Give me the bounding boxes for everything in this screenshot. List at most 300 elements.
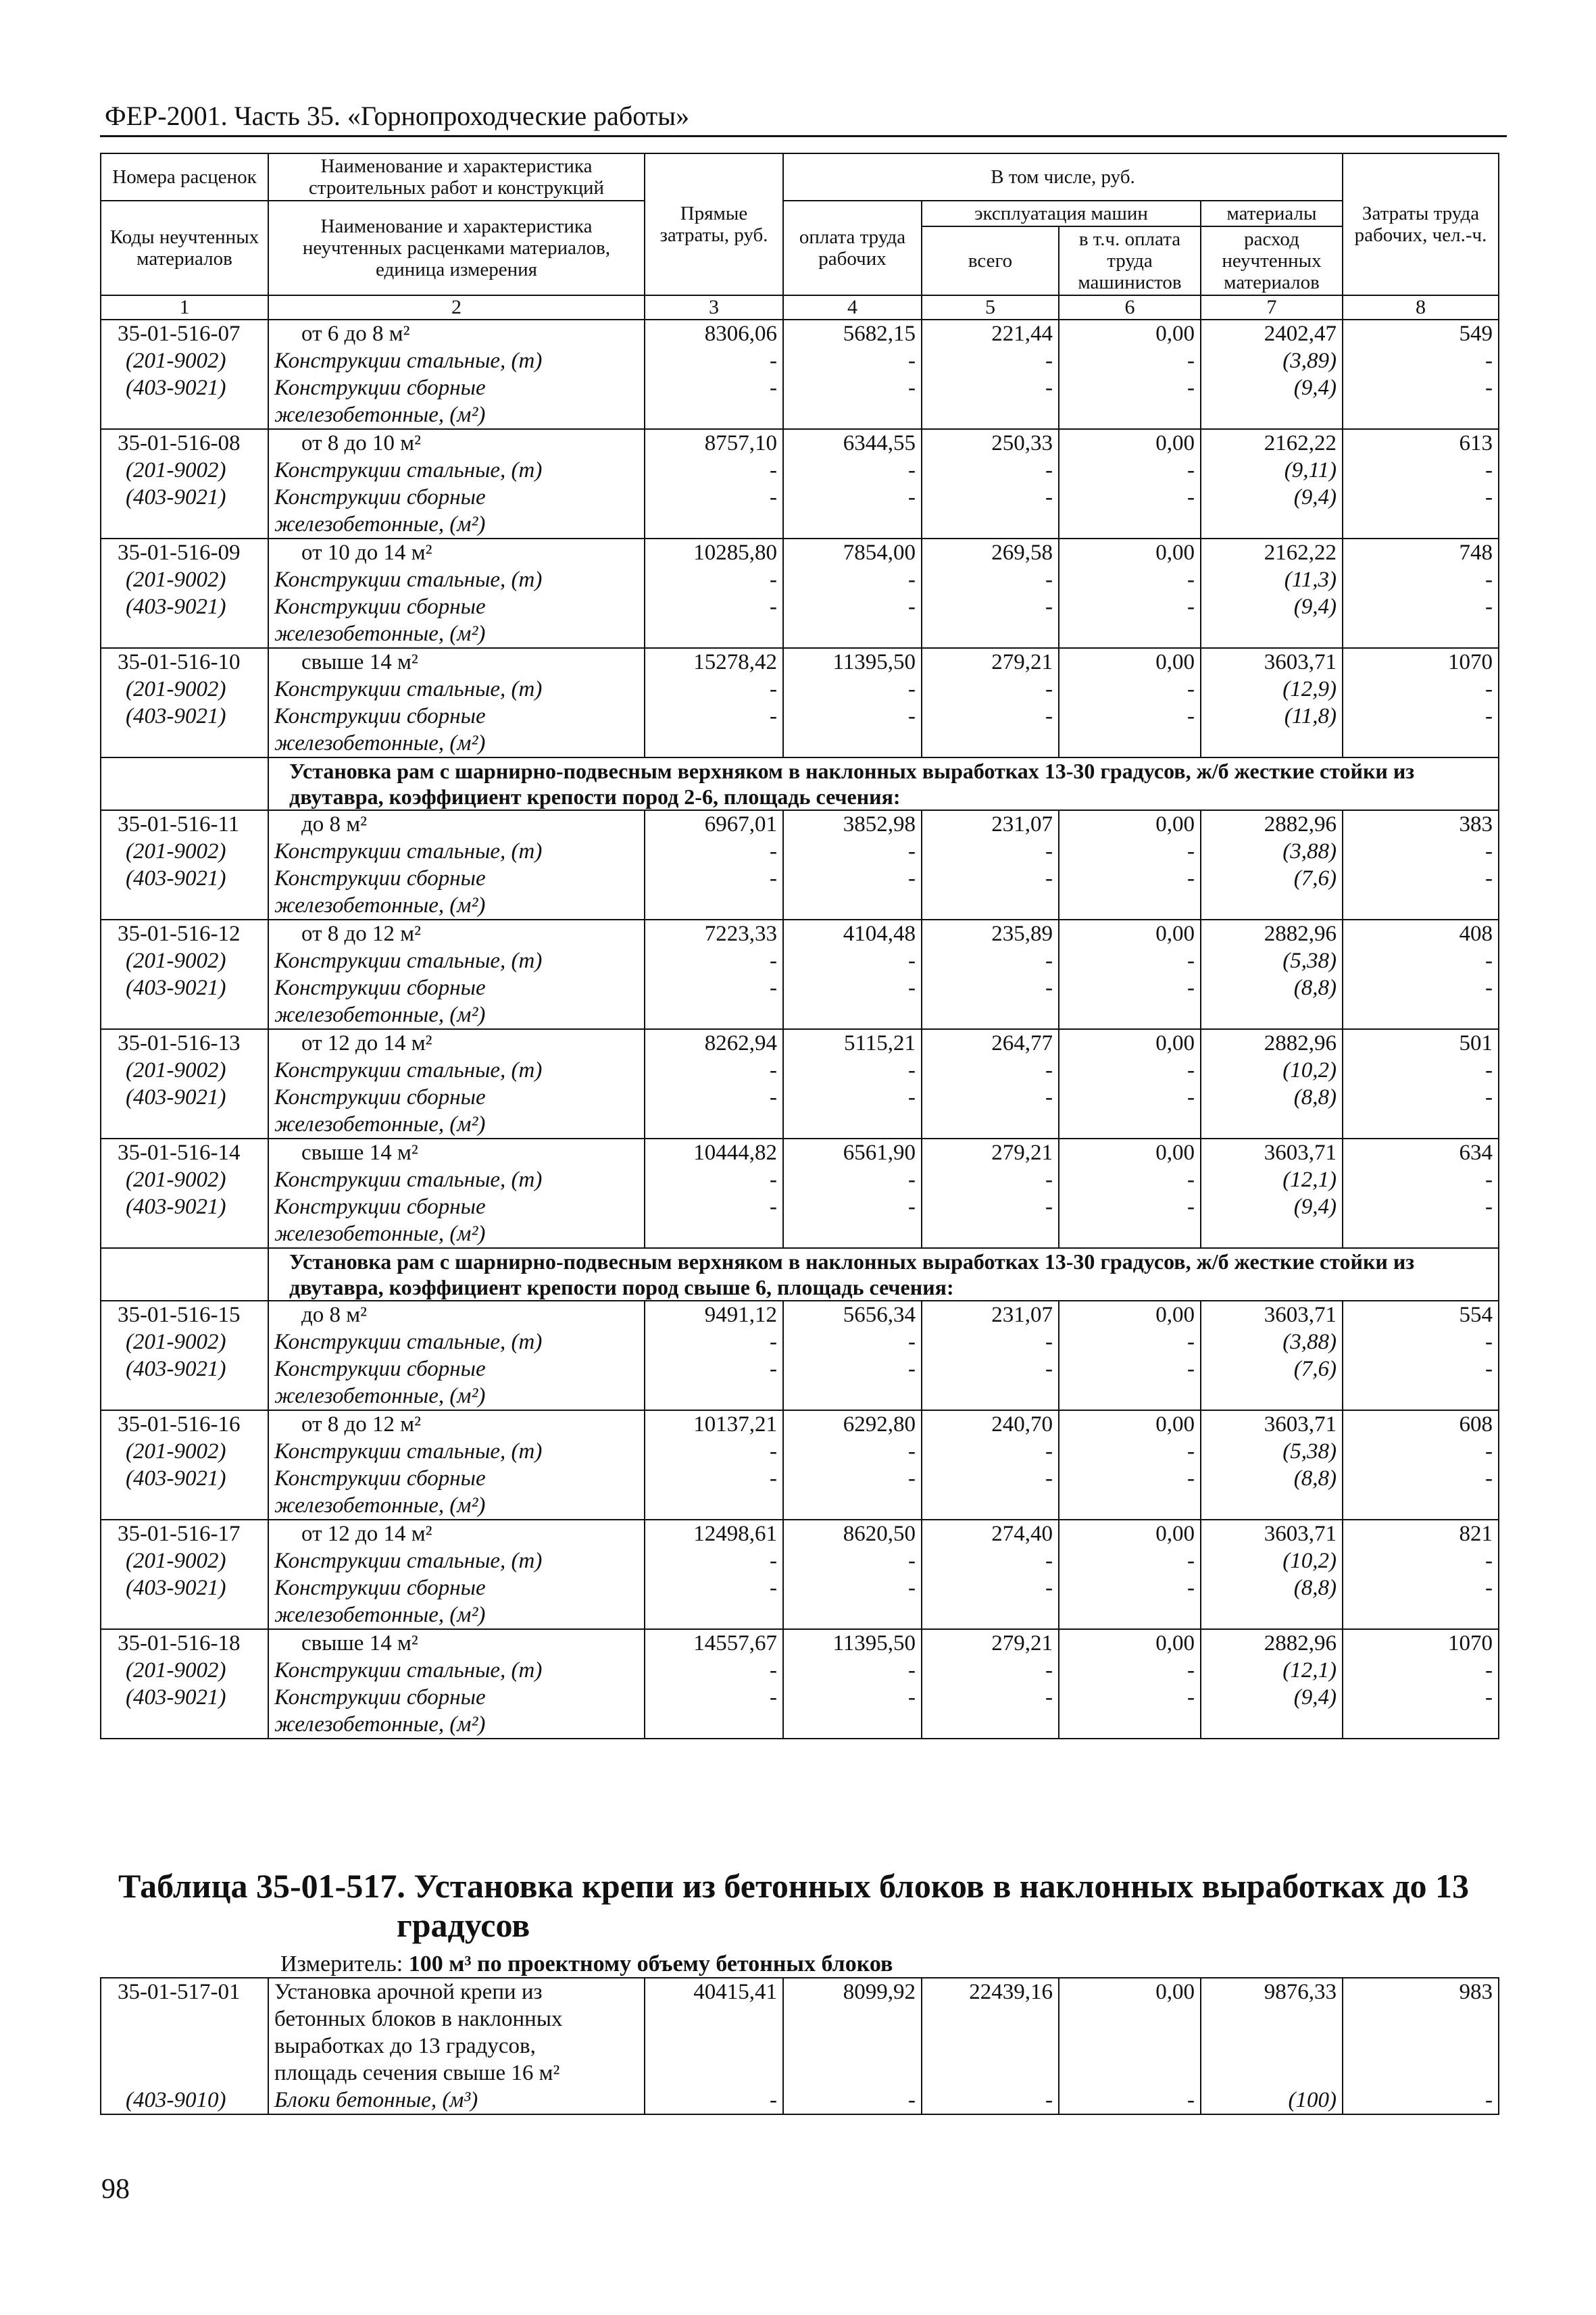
empty-dash: - (783, 1193, 922, 1220)
material-name: Блоки бетонные, (м³) (268, 2087, 645, 2114)
operators-pay: 0,00 (1059, 810, 1201, 838)
rate-name-continued: площадь сечения свыше 16 м² (268, 2060, 645, 2087)
empty-dash: - (922, 347, 1059, 374)
rate-row (101, 1301, 1499, 1328)
empty-dash: - (922, 838, 1059, 865)
material-code: (403-9021) (101, 593, 268, 620)
material-code: (403-9021) (101, 703, 268, 730)
material-code: (201-9002) (101, 347, 268, 374)
material-row (101, 1166, 1499, 1193)
empty-dash: - (1343, 1193, 1499, 1220)
section-heading (101, 1248, 1499, 1301)
rates-table (100, 153, 1499, 1739)
operators-pay: 0,00 (1059, 1629, 1201, 1657)
empty-dash: - (783, 1438, 922, 1465)
machines-total: 231,07 (922, 1301, 1059, 1328)
empty-dash: - (922, 1328, 1059, 1355)
material-quantity: (5,38) (1201, 947, 1343, 974)
material-row-continued (101, 1383, 1499, 1410)
empty-dash: - (1059, 347, 1201, 374)
empty-dash: - (922, 566, 1059, 593)
empty-dash: - (1059, 1355, 1201, 1383)
material-name: Конструкции сборные (268, 1193, 645, 1220)
labor-hours: 608 (1343, 1410, 1499, 1438)
material-quantity: (9,4) (1201, 374, 1343, 401)
head-machines-total: всего (922, 226, 1059, 295)
material-row (101, 566, 1499, 593)
material-name-continued: железобетонные, (м²) (268, 1220, 645, 1248)
column-number: 7 (1201, 295, 1343, 320)
head-unaccounted-materials: расход неучтенных материалов (1201, 226, 1343, 295)
materials-cost: 3603,71 (1201, 1520, 1343, 1547)
machines-total: 22439,16 (922, 1978, 1059, 2006)
material-name: Конструкции сборные (268, 703, 645, 730)
material-name-continued: железобетонные, (м²) (268, 401, 645, 429)
rate-name: от 10 до 14 м² (268, 539, 645, 566)
direct-costs: 15278,42 (645, 648, 783, 676)
head-labor-hours: Затраты труда рабочих, чел.-ч. (1343, 153, 1499, 295)
materials-cost: 2882,96 (1201, 920, 1343, 947)
material-code: (201-9002) (101, 1547, 268, 1574)
rate-code: 35-01-516-18 (101, 1629, 268, 1657)
material-row-continued (101, 620, 1499, 648)
material-row (101, 676, 1499, 703)
empty-dash: - (783, 974, 922, 1001)
operators-pay: 0,00 (1059, 539, 1201, 566)
material-row-continued (101, 1111, 1499, 1139)
labor-pay: 6292,80 (783, 1410, 922, 1438)
column-number: 6 (1059, 295, 1201, 320)
empty-dash: - (922, 703, 1059, 730)
material-quantity: (3,88) (1201, 838, 1343, 865)
empty-dash: - (783, 1547, 922, 1574)
empty-dash: - (645, 1574, 783, 1601)
rate-code: 35-01-516-14 (101, 1139, 268, 1166)
material-code: (403-9021) (101, 1684, 268, 1711)
empty-dash: - (1059, 1193, 1201, 1220)
rate-row (101, 429, 1499, 457)
empty-dash: - (645, 1328, 783, 1355)
rate-code: 35-01-516-11 (101, 810, 268, 838)
direct-costs: 14557,67 (645, 1629, 783, 1657)
operators-pay: 0,00 (1059, 320, 1201, 347)
empty-dash: - (1343, 457, 1499, 484)
empty-dash: - (922, 2087, 1059, 2114)
empty-dash: - (1059, 838, 1201, 865)
measurement-value: 100 м³ по проектному объему бетонных блоков (408, 1951, 893, 1976)
rate-code: 35-01-516-08 (101, 429, 268, 457)
material-quantity: (11,8) (1201, 703, 1343, 730)
materials-cost: 2882,96 (1201, 810, 1343, 838)
rate-name: от 8 до 12 м² (268, 1410, 645, 1438)
labor-hours: 549 (1343, 320, 1499, 347)
materials-cost: 3603,71 (1201, 1139, 1343, 1166)
material-name: Конструкции стальные, (т) (268, 838, 645, 865)
empty-dash: - (645, 1657, 783, 1684)
labor-pay: 3852,98 (783, 810, 922, 838)
empty-dash: - (783, 2087, 922, 2114)
material-quantity: (12,1) (1201, 1657, 1343, 1684)
labor-pay: 11395,50 (783, 648, 922, 676)
material-quantity: (9,4) (1201, 1684, 1343, 1711)
empty-dash: - (1059, 947, 1201, 974)
rate-row (101, 320, 1499, 347)
material-row (101, 1438, 1499, 1465)
labor-hours: 1070 (1343, 1629, 1499, 1657)
empty-dash: - (783, 865, 922, 892)
empty-dash: - (1059, 374, 1201, 401)
empty-dash: - (645, 1166, 783, 1193)
materials-cost: 2402,47 (1201, 320, 1343, 347)
material-name: Конструкции сборные (268, 484, 645, 511)
empty-dash: - (645, 1684, 783, 1711)
empty-dash: - (783, 1355, 922, 1383)
rate-code: 35-01-516-17 (101, 1520, 268, 1547)
empty-dash: - (645, 1193, 783, 1220)
materials-cost: 2882,96 (1201, 1029, 1343, 1057)
empty-dash: - (1059, 1328, 1201, 1355)
material-name-continued: железобетонные, (м²) (268, 1001, 645, 1029)
machines-total: 221,44 (922, 320, 1059, 347)
material-code: (201-9002) (101, 838, 268, 865)
labor-hours: 634 (1343, 1139, 1499, 1166)
empty-dash: - (922, 1057, 1059, 1084)
material-name: Конструкции стальные, (т) (268, 1166, 645, 1193)
direct-costs: 40415,41 (645, 1978, 783, 2006)
empty-dash: - (922, 593, 1059, 620)
empty-dash: - (1059, 1574, 1201, 1601)
machines-total: 279,21 (922, 1139, 1059, 1166)
rate-name-continued: выработках до 13 градусов, (268, 2033, 645, 2060)
empty-dash: - (1343, 703, 1499, 730)
empty-dash: - (1343, 676, 1499, 703)
material-row-continued (101, 1001, 1499, 1029)
material-quantity: (12,9) (1201, 676, 1343, 703)
rate-name: от 12 до 14 м² (268, 1520, 645, 1547)
document-header: ФЕР-2001. Часть 35. «Горнопроходческие работы» (105, 101, 690, 131)
empty-dash: - (645, 1465, 783, 1492)
empty-dash: - (1059, 1547, 1201, 1574)
material-name: Конструкции стальные, (т) (268, 1328, 645, 1355)
material-row (101, 457, 1499, 484)
material-code: (201-9002) (101, 1657, 268, 1684)
labor-hours: 1070 (1343, 648, 1499, 676)
material-row (101, 947, 1499, 974)
machines-total: 279,21 (922, 648, 1059, 676)
material-quantity: (8,8) (1201, 1574, 1343, 1601)
material-quantity: (12,1) (1201, 1166, 1343, 1193)
operators-pay: 0,00 (1059, 429, 1201, 457)
labor-hours: 501 (1343, 1029, 1499, 1057)
empty-dash: - (783, 947, 922, 974)
materials-cost: 3603,71 (1201, 1301, 1343, 1328)
empty-dash: - (1059, 457, 1201, 484)
empty-dash: - (1059, 1684, 1201, 1711)
empty-dash: - (1059, 1057, 1201, 1084)
material-name: Конструкции сборные (268, 1355, 645, 1383)
rates-table-body (101, 320, 1499, 1739)
material-row (101, 374, 1499, 401)
machines-total: 269,58 (922, 539, 1059, 566)
direct-costs: 6967,01 (645, 810, 783, 838)
material-row (101, 1657, 1499, 1684)
direct-costs: 10444,82 (645, 1139, 783, 1166)
labor-pay: 4104,48 (783, 920, 922, 947)
empty-dash: - (783, 1057, 922, 1084)
direct-costs: 7223,33 (645, 920, 783, 947)
measurement-unit (280, 1951, 893, 1977)
page-number: 98 (101, 2174, 130, 2205)
column-number: 5 (922, 295, 1059, 320)
empty-dash: - (1059, 593, 1201, 620)
material-name-continued: железобетонные, (м²) (268, 1111, 645, 1139)
material-quantity: (3,89) (1201, 347, 1343, 374)
rates-table-2 (100, 1977, 1499, 2115)
rate-code: 35-01-516-15 (101, 1301, 268, 1328)
operators-pay: 0,00 (1059, 1978, 1201, 2006)
material-quantity: (8,8) (1201, 974, 1343, 1001)
empty-dash: - (783, 347, 922, 374)
material-name: Конструкции стальные, (т) (268, 947, 645, 974)
material-code: (201-9002) (101, 1438, 268, 1465)
empty-dash: - (1343, 1328, 1499, 1355)
materials-cost: 3603,71 (1201, 1410, 1343, 1438)
column-number: 1 (101, 295, 268, 320)
column-number: 8 (1343, 295, 1499, 320)
empty-dash: - (783, 676, 922, 703)
empty-dash: - (922, 374, 1059, 401)
empty-dash: - (783, 703, 922, 730)
rate-name: до 8 м² (268, 810, 645, 838)
section-heading (101, 757, 1499, 810)
material-name: Конструкции стальные, (т) (268, 1547, 645, 1574)
rate-row (101, 1978, 1499, 2006)
material-code: (403-9010) (101, 2087, 268, 2114)
material-row-continued (101, 1492, 1499, 1520)
materials-cost: 9876,33 (1201, 1978, 1343, 2006)
rate-row (101, 1629, 1499, 1657)
material-row-continued (101, 1220, 1499, 1248)
empty-dash: - (645, 374, 783, 401)
operators-pay: 0,00 (1059, 1301, 1201, 1328)
material-code: (403-9021) (101, 865, 268, 892)
material-code: (403-9021) (101, 1355, 268, 1383)
labor-pay: 5115,21 (783, 1029, 922, 1057)
rate-code: 35-01-516-09 (101, 539, 268, 566)
material-row (101, 1084, 1499, 1111)
empty-dash: - (645, 484, 783, 511)
rate-row (101, 810, 1499, 838)
column-number: 4 (783, 295, 922, 320)
empty-dash: - (645, 947, 783, 974)
material-row (101, 974, 1499, 1001)
operators-pay: 0,00 (1059, 920, 1201, 947)
empty-dash: - (783, 838, 922, 865)
material-code: (201-9002) (101, 676, 268, 703)
empty-dash: - (1343, 347, 1499, 374)
head-including: В том числе, руб. (783, 153, 1343, 201)
material-quantity: (8,8) (1201, 1465, 1343, 1492)
material-row-continued (101, 730, 1499, 757)
empty-dash: - (1343, 838, 1499, 865)
material-quantity: (100) (1201, 2087, 1343, 2114)
empty-dash: - (645, 1057, 783, 1084)
material-name: Конструкции стальные, (т) (268, 1657, 645, 1684)
material-code: (201-9002) (101, 947, 268, 974)
material-name: Конструкции сборные (268, 1574, 645, 1601)
material-quantity: (10,2) (1201, 1057, 1343, 1084)
material-name: Конструкции стальные, (т) (268, 676, 645, 703)
material-quantity: (9,4) (1201, 484, 1343, 511)
empty-dash: - (1343, 865, 1499, 892)
labor-pay: 8099,92 (783, 1978, 922, 2006)
material-quantity: (9,4) (1201, 593, 1343, 620)
rate-name: от 8 до 12 м² (268, 920, 645, 947)
head-machine-operation: эксплуатация машин (922, 201, 1201, 226)
labor-hours: 748 (1343, 539, 1499, 566)
material-code: (403-9021) (101, 1465, 268, 1492)
labor-hours: 408 (1343, 920, 1499, 947)
labor-hours: 983 (1343, 1978, 1499, 2006)
material-name: Конструкции сборные (268, 974, 645, 1001)
operators-pay: 0,00 (1059, 1029, 1201, 1057)
material-name: Конструкции сборные (268, 593, 645, 620)
material-code: (201-9002) (101, 1328, 268, 1355)
empty-dash: - (1343, 1465, 1499, 1492)
material-code: (403-9021) (101, 1193, 268, 1220)
empty-dash: - (783, 1084, 922, 1111)
material-row (101, 1057, 1499, 1084)
empty-dash: - (1343, 593, 1499, 620)
empty-dash: - (922, 1547, 1059, 1574)
material-name-continued: железобетонные, (м²) (268, 892, 645, 920)
empty-dash: - (1343, 374, 1499, 401)
rate-row (101, 1029, 1499, 1057)
material-name: Конструкции стальные, (т) (268, 1057, 645, 1084)
materials-cost: 2162,22 (1201, 539, 1343, 566)
empty-dash: - (1059, 566, 1201, 593)
empty-dash: - (922, 1465, 1059, 1492)
head-materials: материалы (1201, 201, 1343, 226)
material-quantity: (3,88) (1201, 1328, 1343, 1355)
material-name: Конструкции стальные, (т) (268, 1438, 645, 1465)
rate-code: 35-01-517-01 (101, 1978, 268, 2006)
empty-dash: - (783, 1166, 922, 1193)
labor-hours: 554 (1343, 1301, 1499, 1328)
material-row-continued (101, 892, 1499, 920)
material-row (101, 703, 1499, 730)
empty-dash: - (645, 703, 783, 730)
direct-costs: 8262,94 (645, 1029, 783, 1057)
machines-total: 274,40 (922, 1520, 1059, 1547)
empty-dash: - (1059, 484, 1201, 511)
operators-pay: 0,00 (1059, 648, 1201, 676)
column-number: 3 (645, 295, 783, 320)
empty-dash: - (922, 1166, 1059, 1193)
rate-name: свыше 14 м² (268, 1139, 645, 1166)
head-material-codes: Коды неучтенных материалов (101, 201, 268, 295)
material-name-continued: железобетонные, (м²) (268, 620, 645, 648)
direct-costs: 8757,10 (645, 429, 783, 457)
labor-pay: 8620,50 (783, 1520, 922, 1547)
empty-dash: - (1343, 1574, 1499, 1601)
labor-hours: 613 (1343, 429, 1499, 457)
material-row (101, 838, 1499, 865)
material-row-continued (101, 401, 1499, 429)
material-name-continued: железобетонные, (м²) (268, 1492, 645, 1520)
header-divider (100, 135, 1507, 137)
rate-name: свыше 14 м² (268, 648, 645, 676)
material-row (101, 2087, 1499, 2114)
empty-dash: - (1343, 484, 1499, 511)
material-row (101, 1355, 1499, 1383)
direct-costs: 10285,80 (645, 539, 783, 566)
rate-code: 35-01-516-13 (101, 1029, 268, 1057)
materials-cost: 2882,96 (1201, 1629, 1343, 1657)
empty-dash: - (1343, 1355, 1499, 1383)
empty-dash: - (1343, 1057, 1499, 1084)
material-name-continued: железобетонные, (м²) (268, 1711, 645, 1739)
rate-name-continued-row (101, 2006, 1499, 2033)
head-direct-costs: Прямые затраты, руб. (645, 153, 783, 295)
section-title: Установка рам с шарнирно-подвесным верхняком в наклонных выработках 13-30 градусов, ж/б жесткие стойки из двутавра, коэффициент крепости пород свыше 6, площадь сечения: (268, 1248, 1499, 1301)
material-quantity: (11,3) (1201, 566, 1343, 593)
operators-pay: 0,00 (1059, 1139, 1201, 1166)
labor-pay: 11395,50 (783, 1629, 922, 1657)
machines-total: 264,77 (922, 1029, 1059, 1057)
table-title-line: Таблица 35-01-517. Установка крепи из бетонных блоков в наклонных выработках до 13 (118, 1867, 1469, 1905)
material-code: (201-9002) (101, 1166, 268, 1193)
operators-pay: 0,00 (1059, 1410, 1201, 1438)
empty-dash: - (783, 1657, 922, 1684)
rate-row (101, 1410, 1499, 1438)
empty-dash: - (922, 1193, 1059, 1220)
empty-dash: - (645, 1355, 783, 1383)
empty-dash: - (1059, 1438, 1201, 1465)
empty-dash: - (1059, 2087, 1201, 2114)
material-quantity: (8,8) (1201, 1084, 1343, 1111)
material-name: Конструкции стальные, (т) (268, 457, 645, 484)
machines-total: 250,33 (922, 429, 1059, 457)
material-name-continued: железобетонные, (м²) (268, 730, 645, 757)
empty-dash: - (645, 347, 783, 374)
empty-dash: - (1343, 1547, 1499, 1574)
labor-pay: 5656,34 (783, 1301, 922, 1328)
table-title-line: градусов (397, 1906, 530, 1944)
empty-dash: - (1343, 2087, 1499, 2114)
empty-dash: - (783, 1465, 922, 1492)
empty-dash: - (783, 593, 922, 620)
empty-dash: - (645, 457, 783, 484)
operators-pay: 0,00 (1059, 1520, 1201, 1547)
rate-name: от 8 до 10 м² (268, 429, 645, 457)
head-work-name: Наименование и характеристика строительных работ и конструкций (268, 153, 645, 201)
material-name: Конструкции сборные (268, 1465, 645, 1492)
material-name-continued: железобетонные, (м²) (268, 1601, 645, 1629)
rate-name: до 8 м² (268, 1301, 645, 1328)
table-title (118, 1866, 1470, 1945)
material-row-continued (101, 1711, 1499, 1739)
empty-dash: - (645, 2087, 783, 2114)
material-row (101, 1684, 1499, 1711)
material-quantity: (9,4) (1201, 1193, 1343, 1220)
material-code: (403-9021) (101, 374, 268, 401)
empty-dash: - (922, 1355, 1059, 1383)
material-name: Конструкции сборные (268, 1084, 645, 1111)
material-row (101, 1547, 1499, 1574)
empty-dash: - (783, 1574, 922, 1601)
material-row-continued (101, 511, 1499, 539)
